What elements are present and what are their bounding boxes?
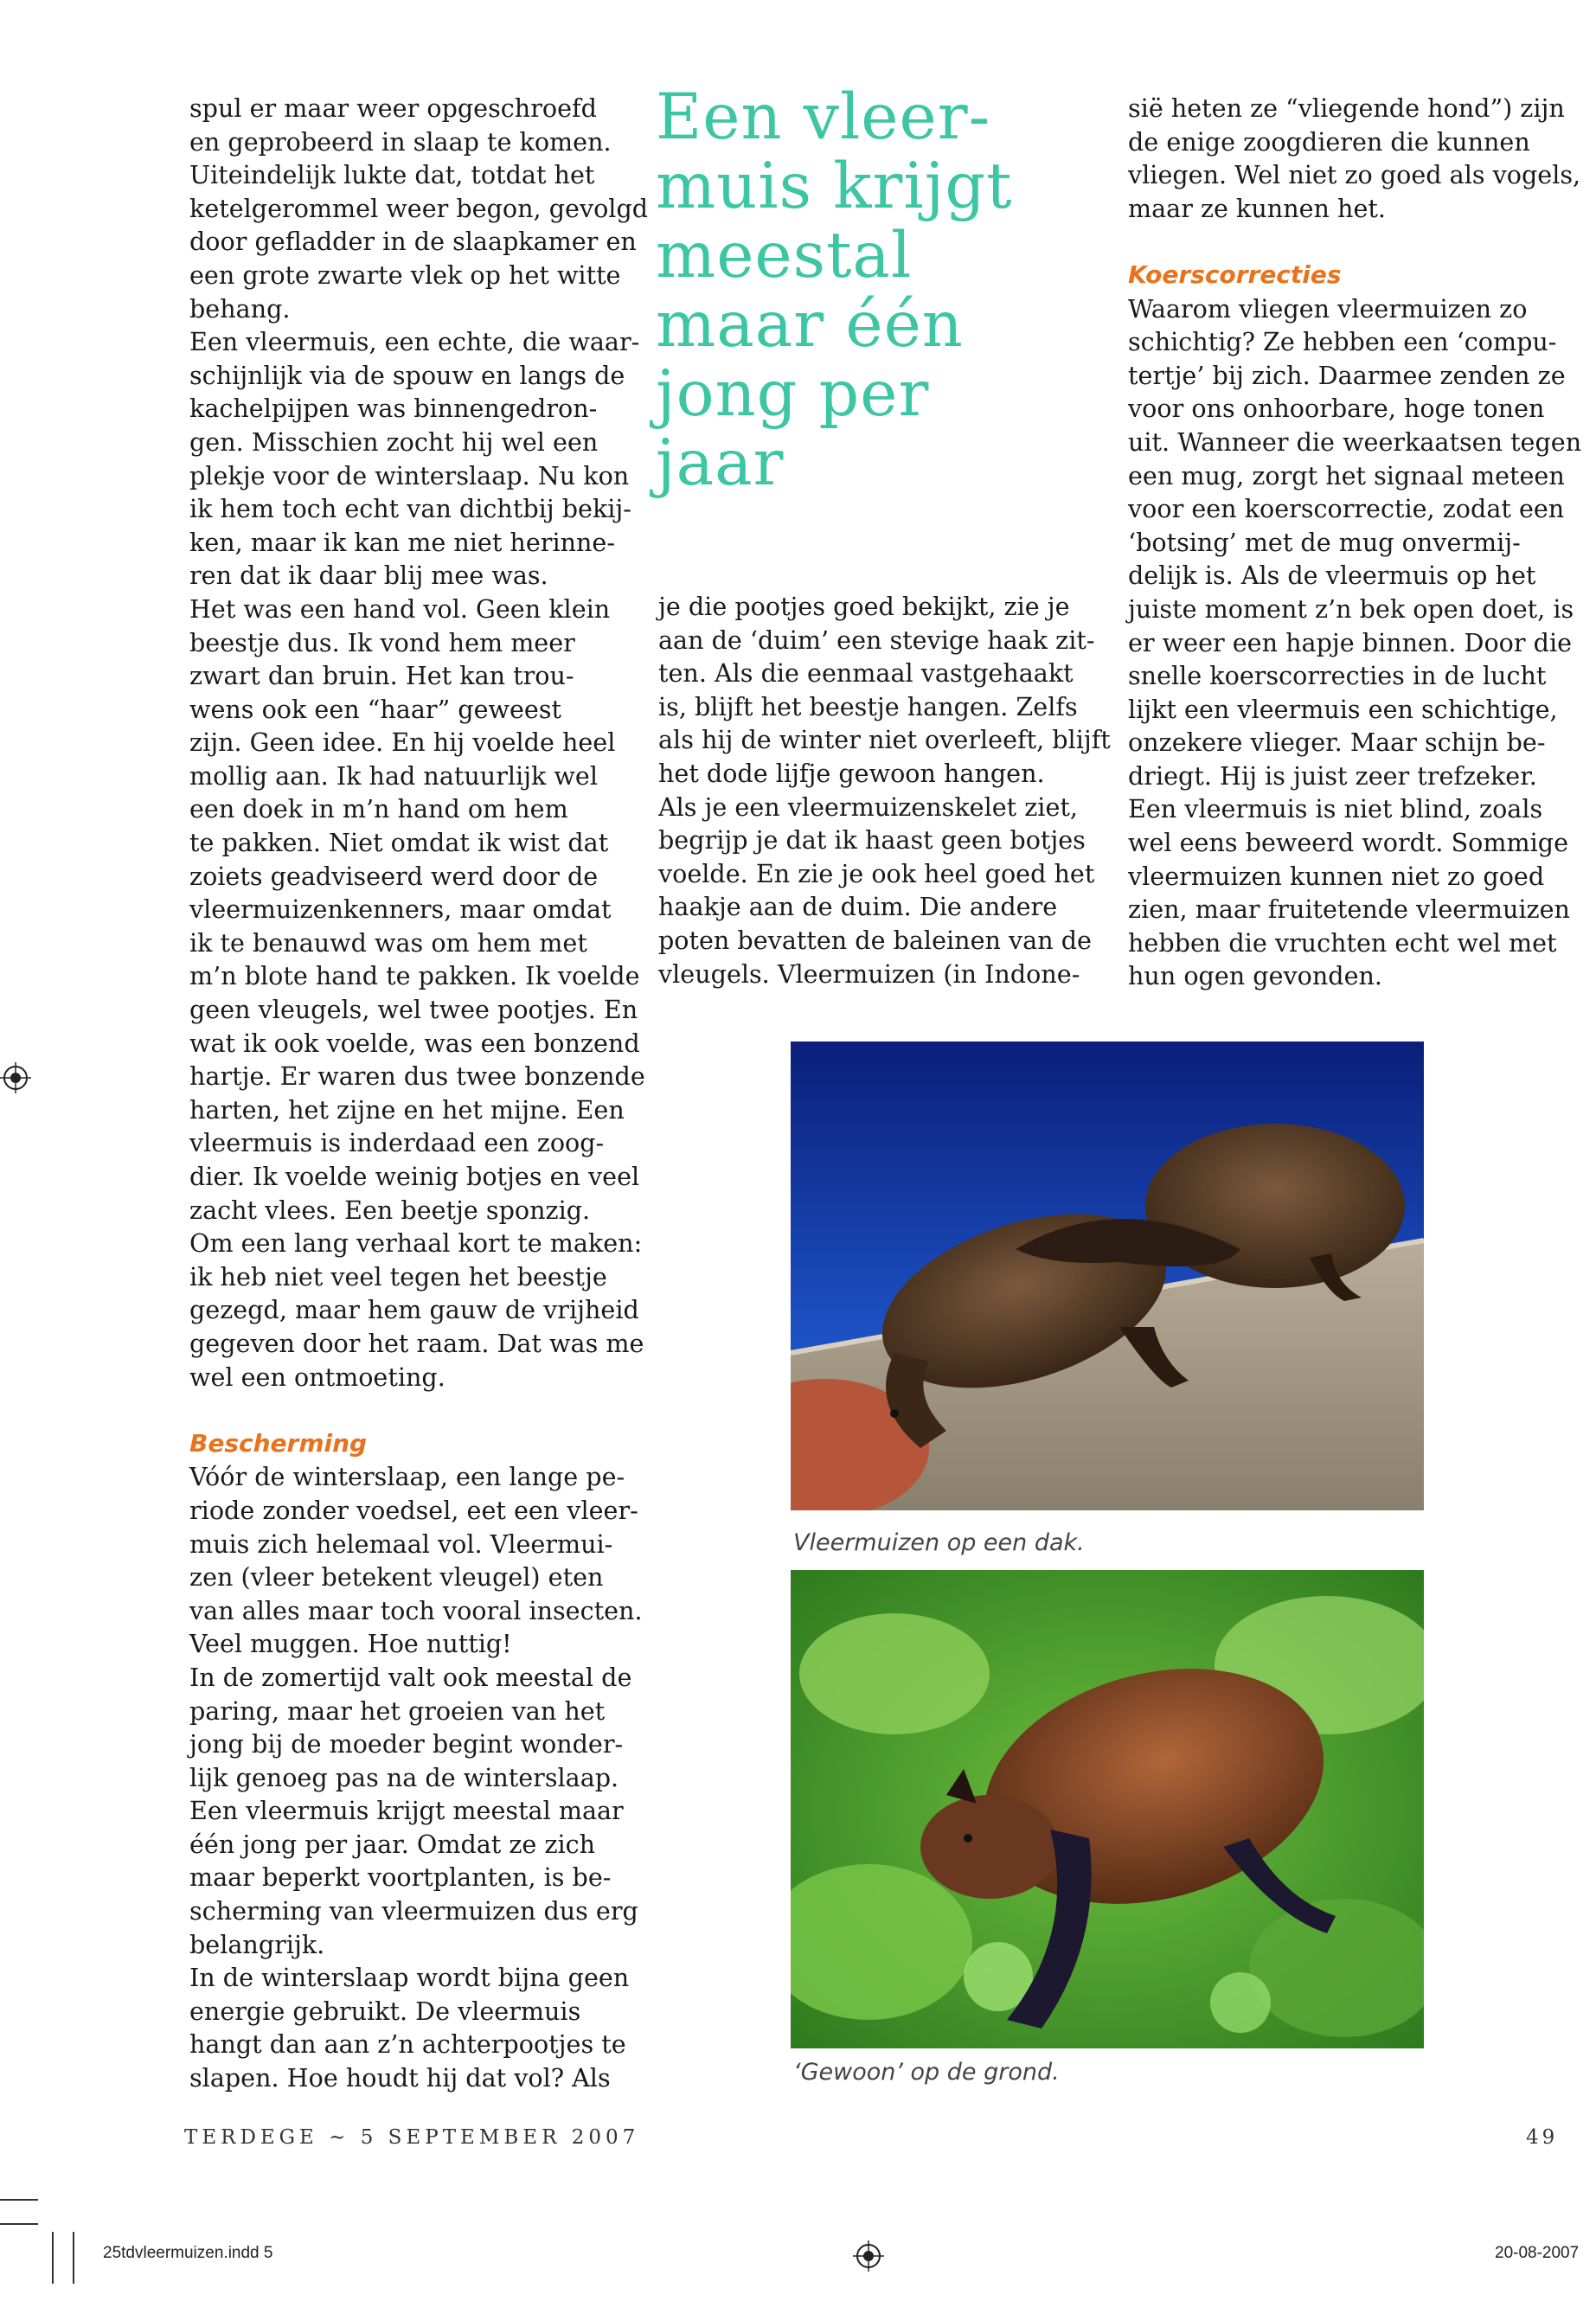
bescherming-line: In de zomertijd valt ook meestal de [189,1662,632,1692]
koerscorrecties-line: Waarom vliegen vleermuizen zo [1128,293,1528,324]
crop-mark [0,2223,38,2225]
footer-publication: TERDEGE ~ 5 SEPTEMBER 2007 [184,2126,640,2149]
subheading-bescherming: Bescherming [189,1428,368,1458]
crop-mark [73,2232,74,2284]
column-1-line: wat ik ook voelde, was een bonzend [189,1028,640,1058]
column-1-line: Om een lang verhaal kort te maken: [189,1228,643,1259]
column-1-line: ren dat ik daar blij mee was. [189,561,548,591]
column-1-line: beestje dus. Ik vond hem meer [189,627,575,657]
column-1-line: mollig aan. Ik had natuurlijk wel [189,760,598,791]
column-1-line: ken, maar ik kan me niet herinne- [189,527,615,557]
column-3-intro-line: sië heten ze “vliegende hond”) zijn [1128,93,1565,123]
bescherming-line: paring, maar het groeien van het [189,1695,606,1726]
bescherming-line: muis zich helemaal vol. Vleermui- [189,1529,613,1559]
caption-photo-2: ‘Gewoon’ op de grond. [793,2059,1060,2086]
bescherming-line: scherming van vleermuizen dus erg [189,1896,638,1926]
column-1-line: door gefladder in de slaapkamer en [189,227,637,257]
registration-mark-icon [0,1062,31,1097]
column-1 [189,92,649,2095]
column-2-line: als hij de winter niet overleeft, blijft [658,725,1111,755]
page-number: 49 [1526,2126,1559,2149]
pull-quote [656,80,1019,500]
column-1-line: m’n blote hand te pakken. Ik voelde [189,961,640,991]
column-1-line: wel een ontmoeting. [189,1362,445,1392]
pull-quote-line: maar één [656,288,964,362]
koerscorrecties-line: er weer een hapje binnen. Door die [1128,627,1573,657]
column-1-line: te pakken. Niet omdat ik wist dat [189,828,609,858]
bescherming-body [189,1460,643,2094]
bescherming-line: van alles maar toch vooral insecten. [189,1595,643,1625]
column-1-line: wens ook een “haar” geweest [189,694,561,724]
koerscorrecties-line: lijkt een vleermuis een schichtige, [1128,694,1558,724]
koerscorrecties-line: Een vleermuis is niet blind, zoals [1128,794,1543,824]
column-3-intro-line: vliegen. Wel niet zo goed als vogels, [1128,160,1581,190]
bescherming-line: energie gebruikt. De vleermuis [189,1996,581,2026]
column-1-line: vleermuizenkenners, maar omdat [189,894,612,925]
column-1-line: ik te benauwd was om hem met [189,927,587,958]
column-2-line: Als je een vleermuizenskelet ziet, [658,792,1078,822]
column-2-line: het dode lijfje gewoon hangen. [658,758,1045,788]
column-1-line: Een vleermuis, een echte, die waar- [189,327,640,357]
column-1-line: zijn. Geen idee. En hij voelde heel [189,727,616,758]
column-3-intro-line: de enige zoogdieren die kunnen [1128,126,1530,157]
subheading-koerscorrecties: Koerscorrecties [1128,260,1342,289]
bescherming-line: slapen. Hoe houdt hij dat vol? Als [189,2063,611,2093]
column-1-line: een doek in m’n hand om hem [189,794,568,824]
bescherming-line: In de winterslaap wordt bijna geen [189,1963,630,1993]
koerscorrecties-line: tertje’ bij zich. Daarmee zenden ze [1128,360,1566,390]
column-1-line: Uiteindelijk lukte dat, totdat het [189,160,595,190]
column-2-line: is, blijft het beestje hangen. Zelfs [658,691,1078,721]
koerscorrecties-line: voor ons onhoorbare, hoge tonen [1128,394,1545,424]
bescherming-line: Een vleermuis krijgt meestal maar [189,1796,624,1826]
column-1-line: en geprobeerd in slaap te komen. [189,126,612,157]
column-1-line: schijnlijk via de spouw en langs de [189,360,625,390]
column-3 [1128,92,1582,993]
column-1-line: zacht vlees. Een beetje sponzig. [189,1195,591,1225]
pull-quote-line: muis krijgt [656,150,1013,223]
koerscorrecties-line: een mug, zorgt het signaal meteen [1128,460,1565,490]
koerscorrecties-line: voor een koerscorrectie, zodat een [1128,494,1565,524]
koerscorrecties-line: zien, maar fruitetende vleermuizen [1128,894,1570,925]
column-3-intro [1128,92,1581,225]
koerscorrecties-line: ‘botsing’ met de mug onvermij- [1128,527,1521,557]
column-1-line: dier. Ik voelde weinig botjes en veel [189,1162,640,1191]
column-1-line: geen vleugels, wel twee pootjes. En [189,995,638,1025]
column-1-line: gegeven door het raam. Dat was me [189,1328,644,1358]
bescherming-line: één jong per jaar. Omdat ze zich [189,1829,596,1859]
pull-quote-line: meestal [656,219,913,292]
photo-bat-on-ground [791,1570,1424,2048]
column-1-line: gezegd, maar hem gauw de vrijheid [189,1295,639,1325]
koerscorrecties-line: juiste moment z’n bek open doet, is [1128,593,1574,624]
bescherming-line: Vóór de winterslaap, een lange pe- [189,1462,625,1492]
column-1-line: zwart dan bruin. Het kan trou- [189,661,574,691]
bescherming-line: belangrijk. [189,1929,325,1959]
column-1-line: hartje. Er waren dus twee bonzende [189,1061,645,1092]
registration-mark-icon [853,2240,884,2275]
column-2-line: voelde. En zie je ook heel goed het [658,858,1095,888]
column-3-intro-line: maar ze kunnen het. [1128,193,1386,223]
column-1-line: een grote zwarte vlek op het witte [189,260,621,290]
pull-quote-line: jaar [656,426,785,500]
bescherming-line: hangt dan aan z’n achterpootjes te [189,2029,626,2060]
caption-photo-1: Vleermuizen op een dak. [793,1529,1085,1556]
bescherming-line: maar beperkt voortplanten, is be- [189,1862,612,1893]
koerscorrecties-line: hun ogen gevonden. [1128,961,1383,991]
column-1-line: plekje voor de winterslaap. Nu kon [189,460,630,490]
slug-filename: 25tdvleermuizen.indd 5 [103,2244,273,2262]
column-1-line: vleermuis is inderdaad een zoog- [189,1128,605,1158]
crop-mark [52,2232,54,2284]
column-2-line: haakje aan de duim. Die andere [658,892,1058,922]
column-2-line: aan de ‘duim’ een stevige haak zit- [658,625,1095,655]
bescherming-line: riode zonder voedsel, eet een vleer- [189,1495,638,1525]
column-1-line: spul er maar weer opgeschroefd [189,93,597,123]
column-2-line: je die pootjes goed bekijkt, zie je [658,592,1070,621]
koerscorrecties-line: onzekere vlieger. Maar schijn be- [1128,727,1546,758]
column-1-line: Het was een hand vol. Geen klein [189,593,611,624]
column-2 [658,590,1111,990]
column-2-line: begrijp je dat ik haast geen botjes [658,825,1086,856]
koerscorrecties-line: uit. Wanneer die weerkaatsen tegen [1128,426,1582,457]
column-1-line: kachelpijpen was binnengedron- [189,394,598,424]
koerscorrecties-line: delijk is. Als de vleermuis op het [1128,561,1536,591]
column-2-line: poten bevatten de baleinen van de [658,925,1092,955]
column-1-line: behang. [189,293,291,324]
koerscorrecties-line: vleermuizen kunnen niet zo goed [1128,861,1545,891]
column-1-line: gen. Misschien zocht hij wel een [189,426,599,457]
koerscorrecties-line: hebben die vruchten echt wel met [1128,927,1557,958]
column-2-line: ten. Als die eenmaal vastgehaakt [658,658,1074,689]
koerscorrecties-line: driegt. Hij is juist zeer trefzeker. [1128,760,1537,791]
koerscorrecties-line: wel eens beweerd wordt. Sommige [1128,828,1568,858]
bescherming-line: lijk genoeg pas na de winterslaap. [189,1762,619,1792]
column-1-line: zoiets geadviseerd werd door de [189,861,599,891]
crop-mark [0,2199,38,2201]
koerscorrecties-line: schichtig? Ze hebben een ‘compu- [1128,327,1557,357]
slug-date: 20-08-2007 [1495,2244,1580,2262]
pull-quote-line: jong per [656,357,930,431]
koerscorrecties-body [1128,292,1582,993]
column-1-line: ik hem toch echt van dichtbij bekij- [189,494,631,524]
bescherming-line: zen (vleer betekent vleugel) eten [189,1562,604,1593]
column-2-line: vleugels. Vleermuizen (in Indone- [658,958,1080,989]
column-1-line: harten, het zijne en het mijne. Een [189,1094,625,1125]
column-1-body [189,92,649,1394]
pull-quote-line: Een vleer- [656,80,991,154]
column-1-line: ketelgerommel weer begon, gevolgd [189,193,649,223]
bescherming-line: Veel muggen. Hoe nuttig! [189,1629,512,1659]
bescherming-line: jong bij de moeder begint wonder- [189,1729,624,1759]
column-1-line: ik heb niet veel tegen het beestje [189,1261,607,1292]
koerscorrecties-line: snelle koerscorrecties in de lucht [1128,661,1547,691]
photo-bats-on-roof [791,1042,1424,1510]
